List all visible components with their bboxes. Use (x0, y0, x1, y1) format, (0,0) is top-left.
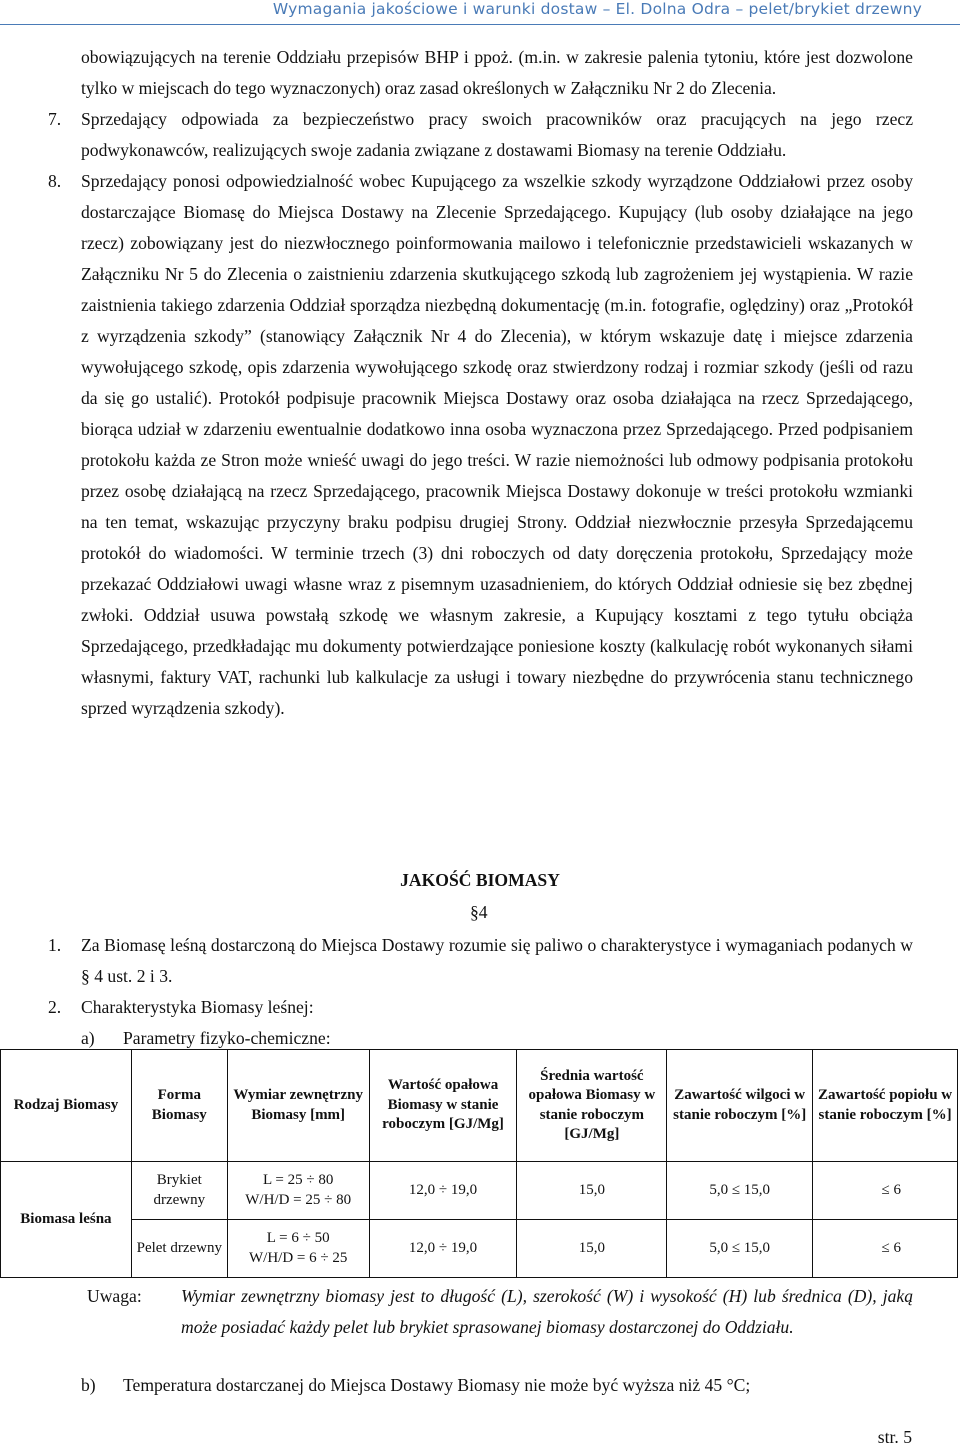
section-point-2 (48, 992, 913, 1023)
section-title: JAKOŚĆ BIOMASY (400, 870, 560, 890)
avg-calorific-value-cell: 15,0 (517, 1162, 667, 1220)
header-divider (0, 24, 960, 25)
form-cell: Pelet drzewny (131, 1220, 227, 1278)
point-text: Za Biomasę leśną dostarczoną do Miejsca Dostawy rozumie się paliwo o charakterystyce i wymaganiach podanych w § 4 ust. 2 i 3. (81, 935, 913, 986)
header-title: Wymagania jakościowe i warunki dostaw – El. Dolna Odra – pelet/brykiet drzewny (272, 0, 922, 18)
intro-paragraph: obowiązujących na terenie Oddziału przepisów BHP i ppoż. (m.in. w zakresie palenia tytoniu, które jest dozwolone tylko w miejscach do tego wyznaczonych) oraz zasad określonych w Załączniku Nr 2 do Zlecenia. (81, 47, 913, 98)
column-header: Wartość opałowa Biomasy w stanie roboczym [GJ/Mg] (369, 1050, 517, 1162)
column-header: Wymiar zewnętrzny Biomasy [mm] (227, 1050, 369, 1162)
dimension-cell (227, 1162, 369, 1220)
biomass-parameters-table (0, 1049, 958, 1278)
avg-calorific-value-cell: 15,0 (517, 1220, 667, 1278)
sub-point-text: Temperatura dostarczanej do Miejsca Dostawy Biomasy nie może być wyższa niż 45 °C; (123, 1375, 751, 1395)
moisture-cell: 5,0 ≤ 15,0 (667, 1162, 813, 1220)
page-number: str. 5 (877, 1427, 912, 1447)
note-label: Uwaga: (87, 1286, 142, 1306)
note-text: Wymiar zewnętrzny biomasy jest to długość (L), szerokość (W) i wysokość (H) lub średnica (D), jaką może posiadać każdy pelet lub brykiet sprasowanej biomasy dostarczonej do Oddziału. (181, 1286, 913, 1337)
table-row (1, 1220, 958, 1278)
calorific-value-cell: 12,0 ÷ 19,0 (369, 1162, 517, 1220)
dimension-width: W/H/D = 25 ÷ 80 (245, 1191, 352, 1208)
sub-point-label: a) (81, 1028, 95, 1048)
dimension-length: L = 6 ÷ 50 (266, 1230, 330, 1246)
point-7 (48, 104, 913, 166)
sub-point-b (81, 1375, 913, 1396)
point-8 (48, 166, 913, 724)
ash-cell: ≤ 6 (813, 1162, 958, 1220)
table-row (1, 1162, 958, 1220)
sub-point-label: b) (81, 1375, 96, 1395)
point-number: 8. (48, 171, 62, 191)
form-cell: Brykiet drzewny (131, 1162, 227, 1220)
point-number: 2. (48, 997, 62, 1017)
dimension-cell (227, 1220, 369, 1278)
main-text (48, 42, 913, 724)
ash-cell: ≤ 6 (813, 1220, 958, 1278)
section-paragraph-mark: §4 (470, 902, 488, 922)
column-header: Średnia wartość opałowa Biomasy w stanie roboczym [GJ/Mg] (517, 1050, 667, 1162)
moisture-cell: 5,0 ≤ 15,0 (667, 1220, 813, 1278)
point-text: Charakterystyka Biomasy leśnej: (81, 997, 314, 1017)
point-text: Sprzedający odpowiada za bezpieczeństwo pracy swoich pracowników oraz pracujących na jego rzecz podwykonawców, realizujących swoje zadania związane z dostawami Biomasy na terenie Oddziału. (81, 109, 913, 160)
column-header: Forma Biomasy (131, 1050, 227, 1162)
column-header: Rodzaj Biomasy (1, 1050, 132, 1162)
point-number: 7. (48, 109, 62, 129)
calorific-value-cell: 12,0 ÷ 19,0 (369, 1220, 517, 1278)
section-list (48, 930, 913, 1054)
table-header-row (1, 1050, 958, 1162)
point-number: 1. (48, 935, 62, 955)
column-header: Zawartość wilgoci w stanie roboczym [%] (667, 1050, 813, 1162)
column-header: Zawartość popiołu w stanie roboczym [%] (813, 1050, 958, 1162)
point-text: Sprzedający ponosi odpowiedzialność wobec Kupującego za wszelkie szkody wyrządzone Oddziałowi przez osoby dostarczające Biomasę do Miejsca Dostawy na Zlecenie Sprzedającego. Kupujący (lub osoby działające na jego rzecz) zobowiązany jest do niezwłocznego poinformowania mailowo i telefonicznie przedstawicieli wskazanych w Załączniku Nr 5 do Zlecenia o zaistnieniu zdarzenia skutkującego szkodą lub zagrożeniem jej wystąpienia. W razie zaistnienia takiego zdarzenia Oddział sporządza niezbędną dokumentację (m.in. fotografie, oględziny) oraz „Protokół z wyrządzenia szkody” (stanowiący Załącznik Nr 4 do Zlecenia), w którym wskazuje datę i miejsce zdarzenia wywołującego szkodę, opis zdarzenia wywołującego szkodę oraz stwierdzony rodzaj i rozmiar szkody (jeśli od razu da się go ustalić). Protokół podpisuje pracownik Miejsca Dostawy oraz osoba działająca na rzecz Sprzedającego, biorąca udział w zdarzeniu ewentualnie dodatkowo inna osoba wyznaczona przez Sprzedającego. Przed podpisaniem protokołu każda ze Stron może wnieść uwagi do jego treści. W razie niemożności lub odmowy podpisania protokołu przez osobę działającą na rzecz Sprzedającego, pracownik Miejsca Dostawy dokonuje w treści protokołu wzmianki na ten temat, wskazując przyczyny braku podpisu drugiej Strony. Oddział niezwłocznie przesyła Sprzedającemu protokół do wiadomości. W terminie trzech (3) dni roboczych od daty doręczenia protokołu, Sprzedający może przekazać Oddziałowi uwagi własne wraz z pisemnym uzasadnieniem, do których Oddział odniesie się bez zbędnej zwłoki. Oddział usuwa powstałą szkodę we własnym zakresie, a Kupujący kosztami z tego tytułu obciąża Sprzedającego, przedkładając mu dokumenty potwierdzające poniesione koszty (kalkulację robót wykonanych siłami własnymi, faktury VAT, rachunki lub kalkulacje za usługi i towary niezbędne do przywrócenia stanu technicznego sprzed wyrządzenia szkody). (81, 171, 913, 718)
dimension-width: W/H/D = 6 ÷ 25 (249, 1249, 348, 1266)
running-header (0, 0, 960, 22)
sub-point-text: Parametry fizyko-chemiczne: (123, 1028, 331, 1048)
section-point-1 (48, 930, 913, 992)
dimension-length: L = 25 ÷ 80 (263, 1172, 334, 1188)
biomass-type-cell: Biomasa leśna (1, 1162, 132, 1278)
